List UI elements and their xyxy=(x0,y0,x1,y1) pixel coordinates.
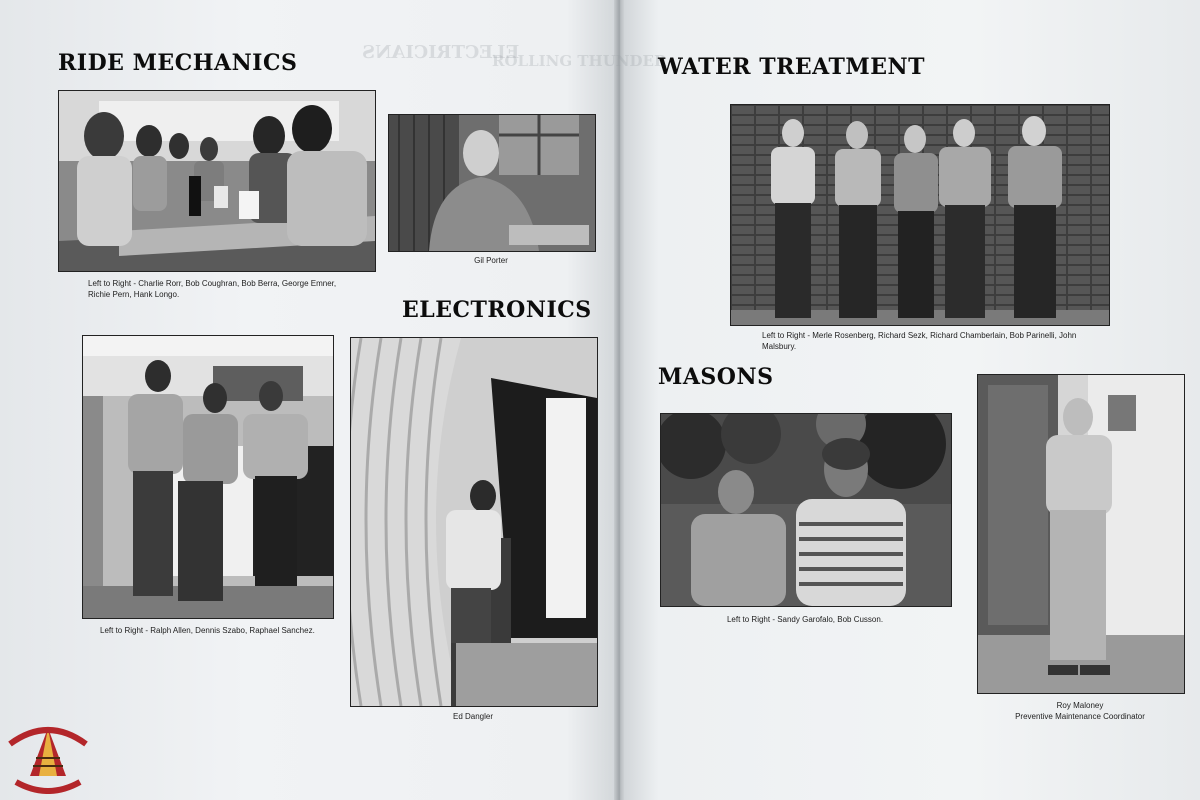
electronics-heading: ELECTRONICS xyxy=(402,297,592,323)
gil-porter-caption: Gil Porter xyxy=(474,256,508,265)
roy-maloney-caption-name: Roy Maloney xyxy=(1056,701,1104,710)
ed-dangler-caption: Ed Dangler xyxy=(452,712,494,721)
masons-group-photo xyxy=(660,413,952,607)
roy-maloney-caption-title: Preventive Maintenance Coordinator xyxy=(1015,712,1145,721)
water-treatment-caption: Left to Right - Merle Rosenberg, Richard Sezk, Richard Chamberlain, Bob Parinelli, John Malsbury. xyxy=(762,331,1077,351)
ed-dangler-photo xyxy=(350,337,598,707)
ghost-text-electricians: ELECTRICIANS xyxy=(362,42,520,63)
electronics-caption: Left to Right - Ralph Allen, Dennis Szabo, Raphael Sanchez. xyxy=(100,626,315,635)
great-adventure-history-logo xyxy=(6,722,90,794)
ride-mechanics-heading: RIDE MECHANICS xyxy=(58,50,298,76)
masons-heading: MASONS xyxy=(658,364,774,390)
gil-porter-photo xyxy=(388,114,596,252)
roy-maloney-photo xyxy=(977,374,1185,694)
ride-mechanics-caption: Left to Right - Charlie Rorr, Bob Coughran, Bob Berra, George Emner, Richie Pern, Hank Longo. xyxy=(88,279,337,299)
water-treatment-heading: WATER TREATMENT xyxy=(658,54,926,80)
ride-mechanics-group-photo xyxy=(58,90,376,272)
electronics-group-photo xyxy=(82,335,334,619)
ghost-text-rolling-thunder: ROLLING THUNDER xyxy=(492,52,667,70)
water-treatment-group-photo xyxy=(730,104,1110,326)
masons-caption: Left to Right - Sandy Garofalo, Bob Cusson. xyxy=(726,615,884,624)
